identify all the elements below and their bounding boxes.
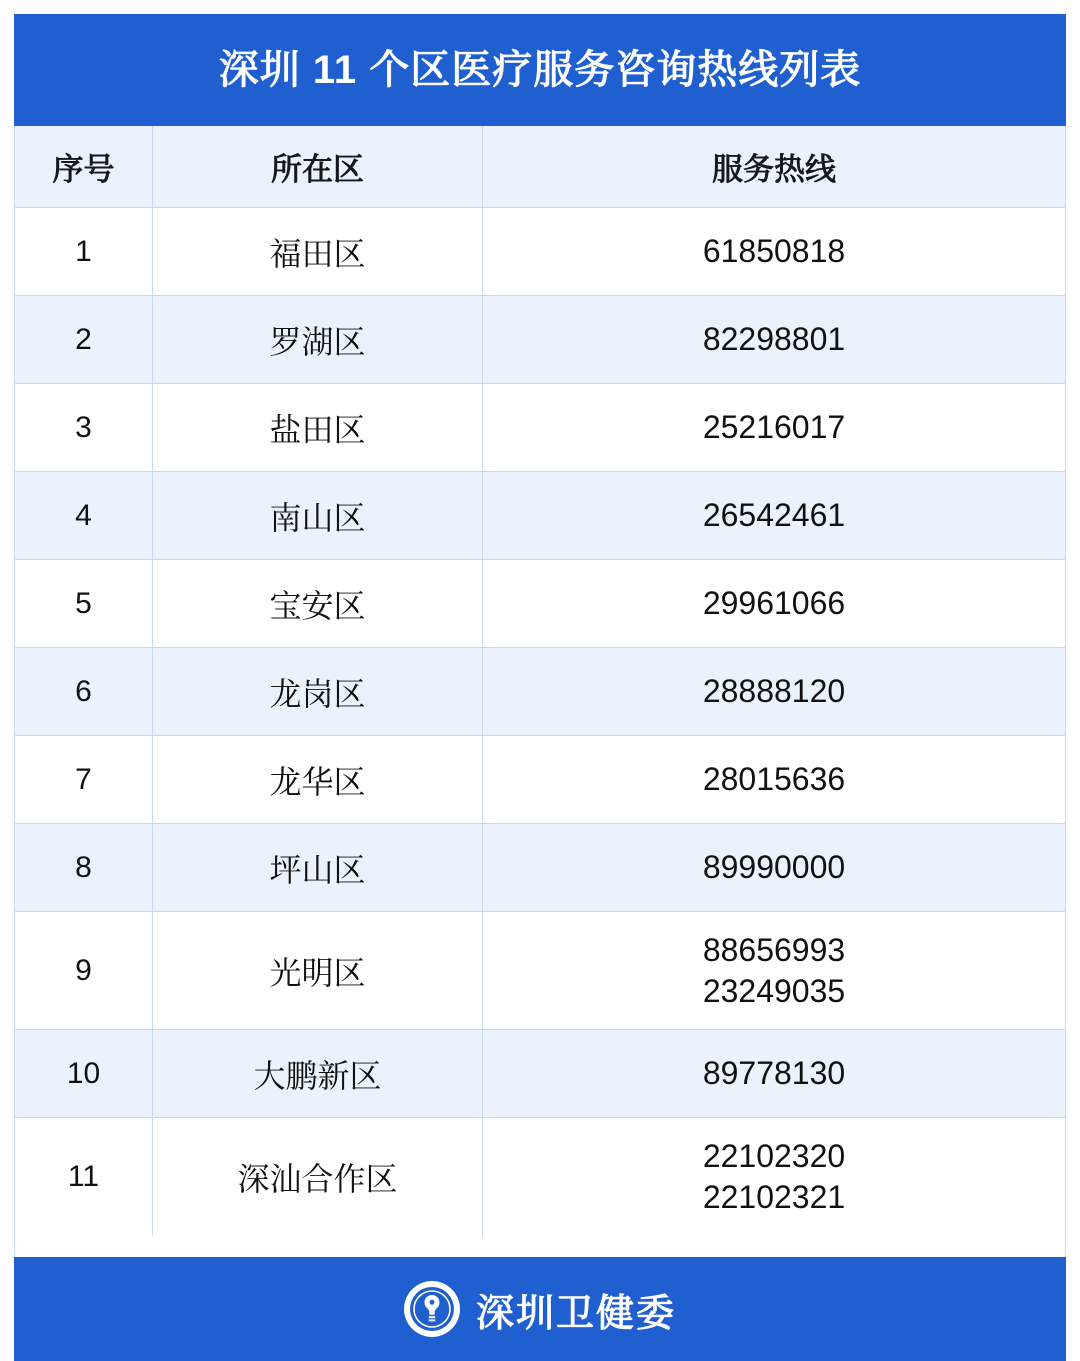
row-no: 6 [15,648,153,735]
row-no: 9 [15,912,153,1029]
row-no: 7 [15,736,153,823]
table-row [15,472,1065,560]
row-no: 5 [15,560,153,647]
table-row [15,1030,1065,1118]
row-district: 龙岗区 [153,648,483,735]
table-row [15,384,1065,472]
row-hotline [483,912,1065,1029]
table-row [15,560,1065,648]
row-district: 南山区 [153,472,483,559]
title-bar [14,14,1066,126]
table-row [15,736,1065,824]
table-row [15,824,1065,912]
row-hotline: 28888120 [702,673,846,709]
row-hotline: 82298801 [702,321,846,357]
page-title: 深圳 11 个区医疗服务咨询热线列表 [218,48,862,92]
row-district: 龙华区 [153,736,483,823]
row-district: 福田区 [153,208,483,295]
row-district: 坪山区 [153,824,483,911]
table-row [15,648,1065,736]
row-hotline-line: 22102321 [702,1179,846,1215]
table-row [15,208,1065,296]
row-hotline-line: 88656993 [702,931,846,968]
table-row [15,912,1065,1030]
row-no: 4 [15,472,153,559]
row-hotline: 28015636 [702,761,846,797]
row-no: 11 [15,1118,153,1236]
column-header-district: 所在区 [153,126,483,207]
row-district: 罗湖区 [153,296,483,383]
shenzhen-health-commission-logo-icon [404,1281,460,1337]
row-no: 10 [15,1030,153,1117]
row-hotline: 61850818 [702,233,846,269]
table-row [15,296,1065,384]
table-row [15,1118,1065,1236]
row-district: 宝安区 [153,560,483,647]
row-hotline: 89990000 [702,849,846,885]
row-hotline-line: 23249035 [702,972,846,1009]
row-district: 光明区 [153,912,483,1029]
row-hotline: 29961066 [702,585,846,621]
row-no: 8 [15,824,153,911]
footer-bar [14,1257,1066,1361]
row-hotline: 89778130 [702,1055,846,1091]
row-hotline-line: 22102320 [702,1138,846,1175]
row-hotline: 26542461 [702,497,846,533]
row-district: 盐田区 [153,384,483,471]
row-no: 3 [15,384,153,471]
column-header-no: 序号 [15,126,153,207]
column-header-hotline: 服务热线 [712,152,836,187]
row-hotline [483,1118,1065,1236]
table-header-row [15,126,1065,208]
footer-label: 深圳卫健委 [475,1292,676,1335]
hotline-table [14,126,1066,1257]
row-district: 大鹏新区 [153,1030,483,1117]
row-district: 深汕合作区 [153,1118,483,1236]
row-no: 2 [15,296,153,383]
row-hotline: 25216017 [702,409,846,445]
row-no: 1 [15,208,153,295]
